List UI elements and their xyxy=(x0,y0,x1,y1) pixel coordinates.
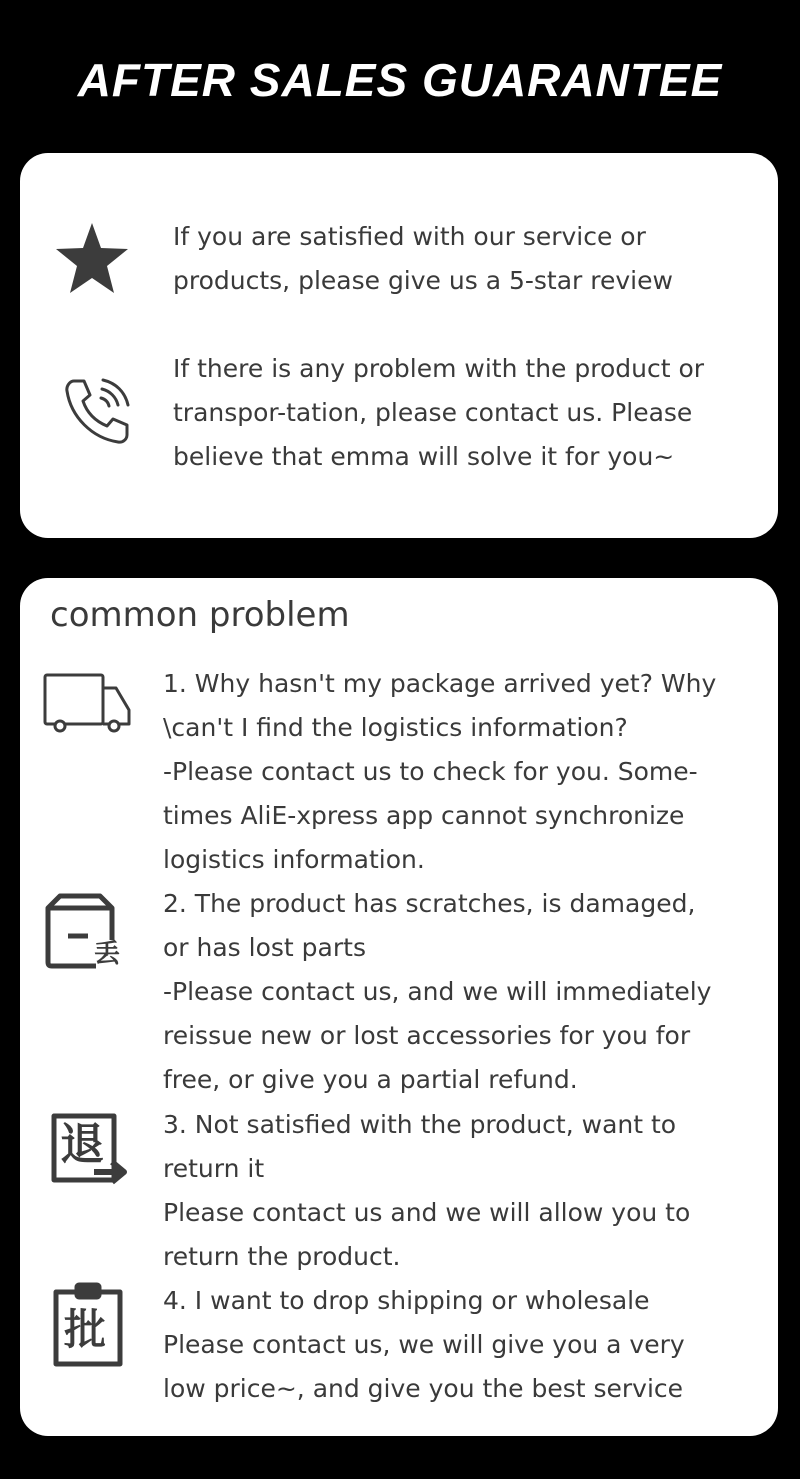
return-glyph: 退 xyxy=(60,1119,104,1170)
common-problem-card xyxy=(20,578,778,1436)
problem-item-4: 4. I want to drop shipping or wholesale Please contact us, we will give you a very low price~, and give you the best service xyxy=(163,1286,685,1403)
problem-item-3: 3. Not satisfied with the product, want to return it Please contact us and we will allow you to return the product. xyxy=(163,1110,691,1271)
phone-ringing-icon xyxy=(62,375,134,447)
contact-support-text: If there is any problem with the product or transpor-tation, please contact us. Please believe that emma will solve it for you~ xyxy=(173,354,705,471)
wholesale-glyph: 批 xyxy=(64,1305,107,1354)
wholesale-clipboard-icon xyxy=(52,1280,126,1368)
return-icon xyxy=(50,1112,130,1194)
section-heading: common problem xyxy=(50,595,350,635)
page-title: AFTER SALES GUARANTEE xyxy=(77,54,723,106)
lost-package-icon xyxy=(44,892,126,972)
guarantee-card xyxy=(20,153,778,538)
review-request-text: If you are satisfied with our service or products, please give us a 5-star review xyxy=(173,222,673,295)
problem-item-2: 2. The product has scratches, is damaged, or has lost parts -Please contact us, and we will immediately reissue new or lost accessories for you for free, or give you a partial refund. xyxy=(163,889,712,1094)
problem-item-1: 1. Why hasn't my package arrived yet? Why \can't I find the logistics information? -Please contact us to check for you. Some- times AliE-xpress app cannot synchronize logistics information. xyxy=(163,669,717,874)
delivery-truck-icon xyxy=(42,670,132,734)
lost-glyph: 丢 xyxy=(94,939,121,969)
star-icon xyxy=(54,221,130,295)
